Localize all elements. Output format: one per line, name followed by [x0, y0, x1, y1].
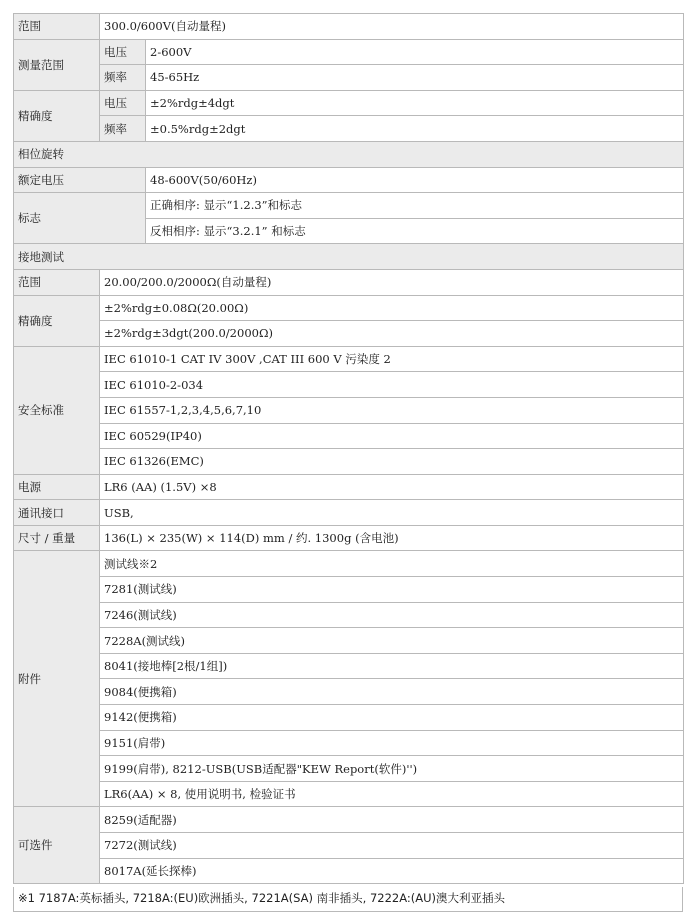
- indication-correct: 正确相序: 显示“1.2.3”和标志: [146, 193, 684, 219]
- safety-item: IEC 61010-2-034: [100, 372, 684, 398]
- measure-voltage-label: 电压: [100, 39, 146, 65]
- table-row: [14, 602, 684, 628]
- table-row: [14, 90, 684, 116]
- earth-accuracy-value: ±2%rdg±3dgt(200.0/2000Ω): [100, 321, 684, 347]
- table-row: [14, 833, 684, 859]
- accessory-item: 7246(测试线): [100, 602, 684, 628]
- table-row: [14, 346, 684, 372]
- table-row: [14, 193, 684, 219]
- safety-item: IEC 61326(EMC): [100, 449, 684, 475]
- measure-range-label: 测量范围: [14, 39, 100, 90]
- table-row: [14, 730, 684, 756]
- safety-item: IEC 61010-1 CAT IV 300V ,CAT III 600 V 污染度 2: [100, 346, 684, 372]
- earth-accuracy-label: 精确度: [14, 295, 100, 346]
- indication-reverse: 反相相序: 显示“3.2.1” 和标志: [146, 218, 684, 244]
- interface-value: USB,: [100, 500, 684, 526]
- safety-label: 安全标准: [14, 346, 100, 474]
- options-label: 可选件: [14, 807, 100, 884]
- safety-item: IEC 60529(IP40): [100, 423, 684, 449]
- table-row: [14, 858, 684, 884]
- power-value: LR6 (AA) (1.5V) ×8: [100, 474, 684, 500]
- accuracy-frequency-value: ±0.5%rdg±2dgt: [146, 116, 684, 142]
- rated-voltage-value: 48-600V(50/60Hz): [146, 167, 684, 193]
- voltage-range-value: 300.0/600V(自动量程): [100, 14, 684, 40]
- option-item: 8017A(延长探棒): [100, 858, 684, 884]
- table-row: [14, 65, 684, 91]
- dimensions-value: 136(L) × 235(W) × 114(D) mm / 约. 1300g (含电池): [100, 525, 684, 551]
- option-item: 8259(适配器): [100, 807, 684, 833]
- table-row: [14, 628, 684, 654]
- accessory-item: 9142(便携箱): [100, 705, 684, 731]
- measure-frequency-value: 45-65Hz: [146, 65, 684, 91]
- table-row: [14, 397, 684, 423]
- accuracy-voltage-value: ±2%rdg±4dgt: [146, 90, 684, 116]
- table-row: [14, 781, 684, 807]
- accessory-item: 9199(肩带), 8212-USB(USB适配器"KEW Report(软件)''): [100, 756, 684, 782]
- accuracy-frequency-label: 频率: [100, 116, 146, 142]
- table-row: [14, 551, 684, 577]
- earth-range-value: 20.00/200.0/2000Ω(自动量程): [100, 269, 684, 295]
- rated-voltage-label: 额定电压: [14, 167, 146, 193]
- table-row: [14, 577, 684, 603]
- table-row: [14, 141, 684, 167]
- earth-range-label: 范围: [14, 269, 100, 295]
- accessory-item: 7281(测试线): [100, 577, 684, 603]
- table-row: [14, 295, 684, 321]
- phase-rotation-heading: 相位旋转: [14, 141, 684, 167]
- accessory-item: 9084(便携箱): [100, 679, 684, 705]
- table-row: [14, 244, 684, 270]
- table-row: [14, 14, 684, 40]
- measure-voltage-value: 2-600V: [146, 39, 684, 65]
- spec-table: [13, 13, 684, 884]
- accuracy-voltage-label: 电压: [100, 90, 146, 116]
- voltage-range-label: 范围: [14, 14, 100, 40]
- table-row: [14, 116, 684, 142]
- interface-label: 通讯接口: [14, 500, 100, 526]
- table-row: [14, 525, 684, 551]
- table-row: [14, 500, 684, 526]
- measure-frequency-label: 频率: [100, 65, 146, 91]
- accessory-item: LR6(AA) × 8, 使用说明书, 检验证书: [100, 781, 684, 807]
- table-row: [14, 167, 684, 193]
- accuracy-label: 精确度: [14, 90, 100, 141]
- accessory-item: 8041(接地棒[2根/1组]): [100, 653, 684, 679]
- table-row: [14, 423, 684, 449]
- safety-item: IEC 61557-1,2,3,4,5,6,7,10: [100, 397, 684, 423]
- accessory-item: 7228A(测试线): [100, 628, 684, 654]
- table-row: [14, 756, 684, 782]
- earth-accuracy-value: ±2%rdg±0.08Ω(20.00Ω): [100, 295, 684, 321]
- table-row: [14, 474, 684, 500]
- table-row: [14, 39, 684, 65]
- dimensions-label: 尺寸 / 重量: [14, 525, 100, 551]
- accessory-item: 9151(肩带): [100, 730, 684, 756]
- table-row: [14, 705, 684, 731]
- accessory-item: 测试线※2: [100, 551, 684, 577]
- table-row: [14, 372, 684, 398]
- table-row: [14, 679, 684, 705]
- table-row: [14, 269, 684, 295]
- power-label: 电源: [14, 474, 100, 500]
- table-row: [14, 449, 684, 475]
- option-item: 7272(测试线): [100, 833, 684, 859]
- earth-test-heading: 接地测试: [14, 244, 684, 270]
- footnote: ※1 7187A:英标插头, 7218A:(EU)欧洲插头, 7221A(SA) 南非插头, 7222A:(AU)澳大利亚插头: [13, 887, 683, 912]
- accessories-label: 附件: [14, 551, 100, 807]
- table-row: [14, 653, 684, 679]
- table-row: [14, 807, 684, 833]
- table-row: [14, 321, 684, 347]
- indication-label: 标志: [14, 193, 146, 244]
